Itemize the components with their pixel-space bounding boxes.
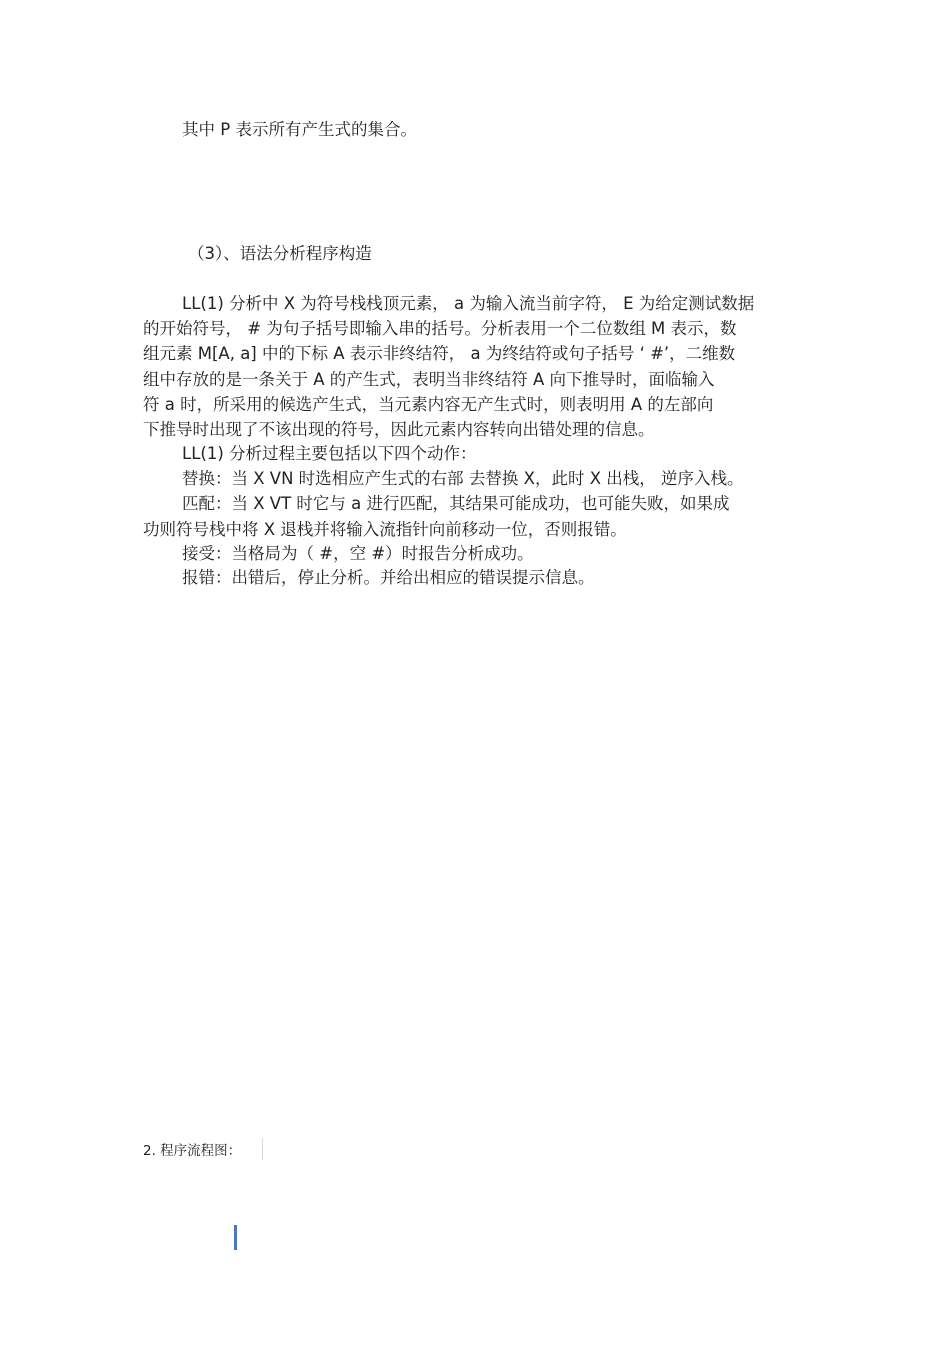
text-cursor-mark xyxy=(234,1225,237,1250)
paragraph-line: 组元素 M[A, a] 中的下标 A 表示非终结符， a 为终结符或句子括号 ‘ #’，二维数 xyxy=(143,344,736,363)
match-action: 匹配：当 X VT 时它与 a 进行匹配，其结果可能成功，也可能失败，如果成 xyxy=(182,494,730,513)
replace-action: 替换：当 X VN 时选相应产生式的右部 去替换 X，此时 X 出栈， 逆序入栈。 xyxy=(182,469,744,488)
paragraph-line: LL(1) 分析中 X 为符号栈栈顶元素， a 为输入流当前字符， E 为给定测试数据 xyxy=(182,294,755,313)
error-action: 报错：出错后，停止分析。并给出相应的错误提示信息。 xyxy=(182,568,595,587)
divider-mark xyxy=(262,1138,263,1160)
paragraph-line: 组中存放的是一条关于 A 的产生式，表明当非终结符 A 向下推导时，面临输入 xyxy=(143,370,715,389)
section-heading: （3）、语法分析程序构造 xyxy=(188,244,372,263)
paragraph-line: 下推导时出现了不该出现的符号，因此元素内容转向出错处理的信息。 xyxy=(143,420,655,439)
flowchart-heading: 2. 程序流程图： xyxy=(143,1143,242,1159)
accept-action: 接受：当格局为（ #，空 #）时报告分析成功。 xyxy=(182,544,534,563)
actions-intro: LL(1) 分析过程主要包括以下四个动作： xyxy=(182,444,477,463)
paragraph-line: 符 a 时，所采用的候选产生式，当元素内容无产生式时，则表明用 A 的左部向 xyxy=(143,395,714,414)
paragraph-line: 的开始符号， # 为句子括号即输入串的括号。分析表用一个二位数组 M 表示，数 xyxy=(143,319,737,338)
intro-line: 其中 P 表示所有产生式的集合。 xyxy=(182,120,417,139)
match-action-continued: 功则符号栈中将 X 退栈并将输入流指针向前移动一位，否则报错。 xyxy=(143,520,627,539)
